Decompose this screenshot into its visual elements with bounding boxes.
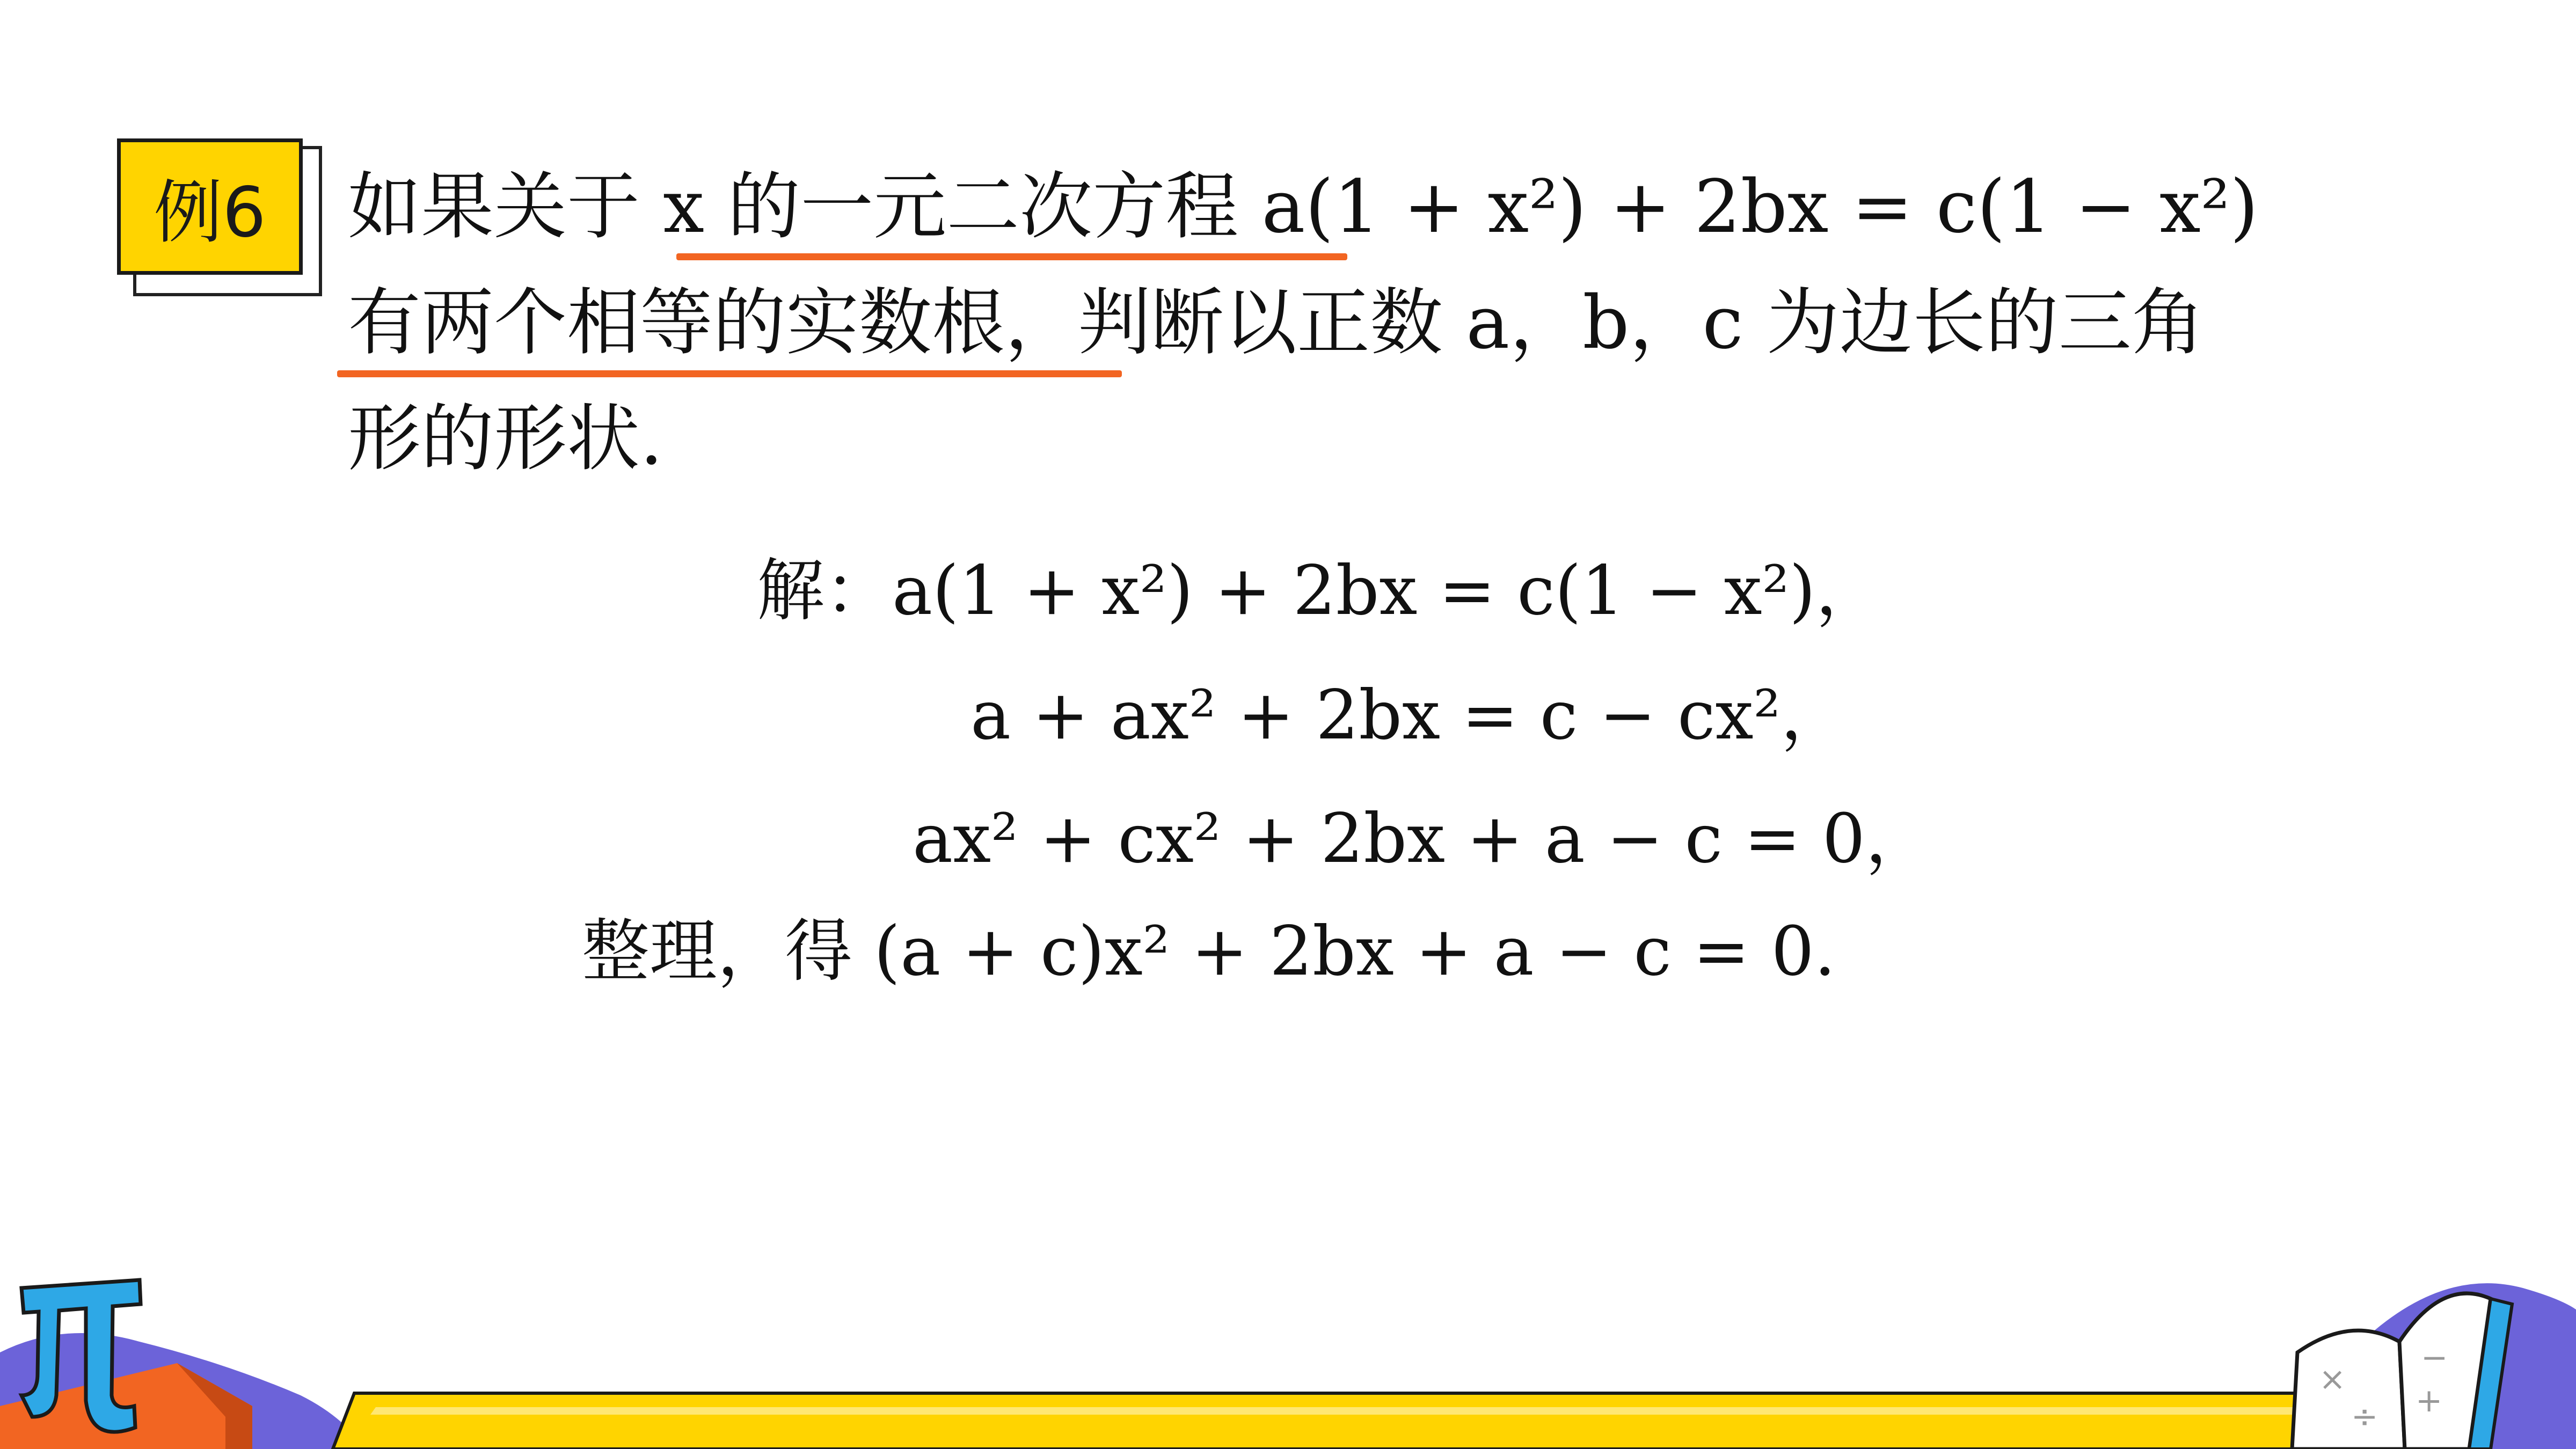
svg-text:+: + — [2416, 1382, 2443, 1419]
svg-text:÷: ÷ — [2351, 1398, 2378, 1436]
svg-text:×: × — [2319, 1360, 2346, 1398]
problem-line-2: 有两个相等的实数根，判断以正数 a，b，c 为边长的三角 — [348, 281, 2205, 365]
solution-row-3: ax² + cx² + 2bx + a − c = 0， — [913, 799, 1933, 878]
example-badge-label: 例6 — [154, 173, 266, 253]
problem-line-1: 如果关于 x 的一元二次方程 a(1 + x²) + 2bx = c(1 − x²) — [348, 165, 2259, 250]
svg-text:−: − — [2421, 1339, 2448, 1377]
solution-row-1: 解：a(1 + x²) + 2bx = c(1 − x²)， — [757, 551, 1884, 630]
solution-row-2: a + ax² + 2bx = c − cx²， — [970, 676, 1849, 755]
problem-line-3: 形的形状. — [348, 397, 663, 481]
solution-row-4: 整理，得 (a + c)x² + 2bx + a − c = 0. — [582, 912, 1836, 991]
